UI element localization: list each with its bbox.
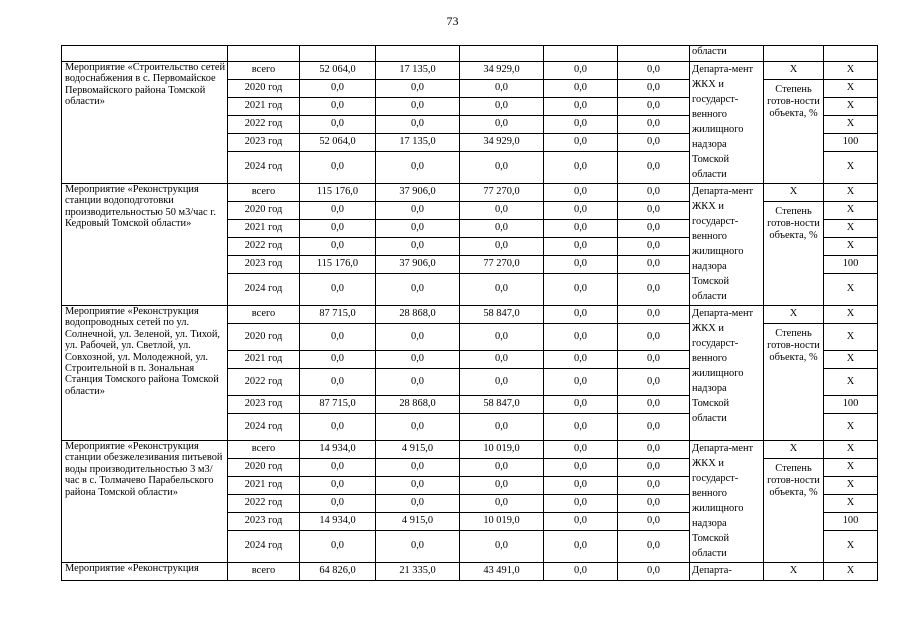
year-cell: 2023 год: [228, 134, 300, 152]
value-cell: X: [824, 238, 878, 256]
federal-cell: 0,0: [376, 324, 460, 351]
total-cell: 14 934,0: [300, 513, 376, 531]
dept-cell: Департа-мент ЖКХ и государст-венного жилищного надзора Томской области: [690, 62, 764, 184]
local-cell: 0,0: [544, 563, 618, 581]
total-cell: 87 715,0: [300, 396, 376, 414]
indicator-cell: [764, 202, 824, 306]
extra-budget-cell: 0,0: [618, 62, 690, 80]
local-cell: 0,0: [544, 184, 618, 202]
local-cell: 0,0: [544, 495, 618, 513]
federal-cell: 0,0: [376, 152, 460, 184]
local-cell: 0,0: [544, 202, 618, 220]
year-cell: 2021 год: [228, 220, 300, 238]
year-cell: 2020 год: [228, 202, 300, 220]
year-cell: 2022 год: [228, 238, 300, 256]
local-cell: 0,0: [544, 414, 618, 441]
year-cell: 2022 год: [228, 495, 300, 513]
total-cell: 0,0: [300, 351, 376, 369]
regional-cell: 0,0: [460, 80, 544, 98]
regional-cell: 0,0: [460, 116, 544, 134]
regional-cell: 10 019,0: [460, 441, 544, 459]
extra-budget-cell: 0,0: [618, 531, 690, 563]
federal-cell: 0,0: [376, 459, 460, 477]
year-cell: всего: [228, 62, 300, 80]
federal-cell: 0,0: [376, 116, 460, 134]
local-cell: 0,0: [544, 152, 618, 184]
indicator-cell: [764, 459, 824, 563]
local-cell: 0,0: [544, 513, 618, 531]
value-cell: X: [824, 202, 878, 220]
extra-budget-cell: 0,0: [618, 202, 690, 220]
federal-cell: 4 915,0: [376, 513, 460, 531]
total-cell: 87 715,0: [300, 306, 376, 324]
value-cell: X: [824, 459, 878, 477]
empty-cell: [618, 46, 690, 62]
regional-cell: 0,0: [460, 459, 544, 477]
extra-budget-cell: 0,0: [618, 495, 690, 513]
empty-cell: [62, 46, 228, 62]
federal-cell: 0,0: [376, 202, 460, 220]
year-cell: 2021 год: [228, 98, 300, 116]
value-cell: X: [824, 414, 878, 441]
local-cell: 0,0: [544, 274, 618, 306]
value-cell: X: [824, 351, 878, 369]
regional-cell: 0,0: [460, 274, 544, 306]
federal-cell: 0,0: [376, 369, 460, 396]
local-cell: 0,0: [544, 256, 618, 274]
value-cell: X: [824, 369, 878, 396]
dept-cell: Департа-мент ЖКХ и государст-венного жилищного надзора Томской области: [690, 184, 764, 306]
empty-cell: [824, 46, 878, 62]
value-cell: 100: [824, 396, 878, 414]
dept-cell: Департа-: [690, 563, 764, 581]
local-cell: 0,0: [544, 459, 618, 477]
year-cell: 2021 год: [228, 351, 300, 369]
indicator-x-cell: X: [764, 306, 824, 324]
value-cell: X: [824, 184, 878, 202]
extra-budget-cell: 0,0: [618, 238, 690, 256]
total-cell: 0,0: [300, 238, 376, 256]
indicator-label: Степень готов-ности объекта, %: [767, 84, 820, 119]
local-cell: 0,0: [544, 324, 618, 351]
extra-budget-cell: 0,0: [618, 351, 690, 369]
local-cell: 0,0: [544, 98, 618, 116]
measure-name: Мероприятие «Реконструкция водопроводных сетей по ул. Солнечной, ул. Зеленой, ул. Тихой, ул. Рабочей, ул. Светлой, ул. Совхозной, ул. Молодежной, ул. Строительной в п. Зональная Станция Томского района Томской области»: [62, 306, 228, 441]
federal-cell: 0,0: [376, 351, 460, 369]
extra-budget-cell: 0,0: [618, 98, 690, 116]
year-cell: 2024 год: [228, 152, 300, 184]
indicator-label: Степень готов-ности объекта, %: [767, 328, 820, 363]
empty-cell: [764, 46, 824, 62]
extra-budget-cell: 0,0: [618, 306, 690, 324]
regional-cell: 10 019,0: [460, 513, 544, 531]
extra-budget-cell: 0,0: [618, 116, 690, 134]
total-cell: 52 064,0: [300, 62, 376, 80]
regional-cell: 77 270,0: [460, 184, 544, 202]
year-cell: 2021 год: [228, 477, 300, 495]
federal-cell: 0,0: [376, 220, 460, 238]
federal-cell: 0,0: [376, 531, 460, 563]
regional-cell: 0,0: [460, 152, 544, 184]
extra-budget-cell: 0,0: [618, 324, 690, 351]
local-cell: 0,0: [544, 306, 618, 324]
dept-cell: Департа-мент ЖКХ и государст-венного жилищного надзора Томской области: [690, 441, 764, 563]
indicator-x-cell: X: [764, 62, 824, 80]
year-cell: 2023 год: [228, 513, 300, 531]
value-cell: X: [824, 306, 878, 324]
regional-cell: 0,0: [460, 351, 544, 369]
measure-name: Мероприятие «Реконструкция станции водоподготовки производительностью 50 м3/час г. Кедровый Томской области»: [62, 184, 228, 306]
total-cell: 64 826,0: [300, 563, 376, 581]
regional-cell: 77 270,0: [460, 256, 544, 274]
regional-cell: 0,0: [460, 238, 544, 256]
local-cell: 0,0: [544, 220, 618, 238]
total-cell: 0,0: [300, 477, 376, 495]
year-cell: 2020 год: [228, 459, 300, 477]
total-cell: 0,0: [300, 80, 376, 98]
value-cell: X: [824, 531, 878, 563]
local-cell: 0,0: [544, 369, 618, 396]
local-cell: 0,0: [544, 531, 618, 563]
federal-cell: 0,0: [376, 98, 460, 116]
regional-cell: 58 847,0: [460, 306, 544, 324]
extra-budget-cell: 0,0: [618, 369, 690, 396]
local-cell: 0,0: [544, 116, 618, 134]
value-cell: X: [824, 274, 878, 306]
federal-cell: 0,0: [376, 238, 460, 256]
table-row: [62, 62, 878, 80]
program-table: [61, 45, 878, 581]
year-cell: 2024 год: [228, 414, 300, 441]
total-cell: 14 934,0: [300, 441, 376, 459]
extra-budget-cell: 0,0: [618, 414, 690, 441]
indicator-cell: [764, 324, 824, 441]
total-cell: 115 176,0: [300, 184, 376, 202]
regional-cell: 0,0: [460, 495, 544, 513]
table-row: [62, 563, 878, 581]
total-cell: 0,0: [300, 414, 376, 441]
regional-cell: 0,0: [460, 369, 544, 396]
local-cell: 0,0: [544, 80, 618, 98]
value-cell: X: [824, 477, 878, 495]
federal-cell: 28 868,0: [376, 306, 460, 324]
total-cell: 0,0: [300, 324, 376, 351]
table-row: [62, 441, 878, 459]
total-cell: 0,0: [300, 116, 376, 134]
value-cell: 100: [824, 256, 878, 274]
year-cell: всего: [228, 563, 300, 581]
total-cell: 0,0: [300, 369, 376, 396]
extra-budget-cell: 0,0: [618, 184, 690, 202]
federal-cell: 4 915,0: [376, 441, 460, 459]
indicator-x-cell: X: [764, 441, 824, 459]
local-cell: 0,0: [544, 238, 618, 256]
table-row: [62, 306, 878, 324]
federal-cell: 37 906,0: [376, 184, 460, 202]
year-cell: 2020 год: [228, 324, 300, 351]
year-cell: 2024 год: [228, 274, 300, 306]
total-cell: 0,0: [300, 98, 376, 116]
measure-name: Мероприятие «Реконструкция станции обезжелезивания питьевой воды производительностью 3 м3/час в с. Толмачево Парабельского района Томской области»: [62, 441, 228, 563]
value-cell: X: [824, 98, 878, 116]
local-cell: 0,0: [544, 441, 618, 459]
value-cell: X: [824, 152, 878, 184]
year-cell: 2023 год: [228, 396, 300, 414]
extra-budget-cell: 0,0: [618, 256, 690, 274]
value-cell: X: [824, 324, 878, 351]
extra-budget-cell: 0,0: [618, 563, 690, 581]
extra-budget-cell: 0,0: [618, 459, 690, 477]
local-cell: 0,0: [544, 62, 618, 80]
year-cell: всего: [228, 306, 300, 324]
total-cell: 52 064,0: [300, 134, 376, 152]
year-cell: 2020 год: [228, 80, 300, 98]
indicator-label: Степень готов-ности объекта, %: [767, 206, 820, 241]
year-cell: всего: [228, 184, 300, 202]
federal-cell: 0,0: [376, 477, 460, 495]
extra-budget-cell: 0,0: [618, 441, 690, 459]
federal-cell: 0,0: [376, 274, 460, 306]
regional-cell: 0,0: [460, 220, 544, 238]
total-cell: 115 176,0: [300, 256, 376, 274]
empty-cell: [228, 46, 300, 62]
local-cell: 0,0: [544, 477, 618, 495]
local-cell: 0,0: [544, 134, 618, 152]
total-cell: 0,0: [300, 152, 376, 184]
regional-cell: 0,0: [460, 477, 544, 495]
empty-cell: [376, 46, 460, 62]
measure-name: Мероприятие «Реконструкция: [62, 563, 228, 581]
empty-cell: [544, 46, 618, 62]
indicator-cell: [764, 80, 824, 184]
empty-cell: [300, 46, 376, 62]
regional-cell: 0,0: [460, 414, 544, 441]
value-cell: 100: [824, 513, 878, 531]
local-cell: 0,0: [544, 351, 618, 369]
value-cell: X: [824, 62, 878, 80]
federal-cell: 0,0: [376, 80, 460, 98]
value-cell: X: [824, 563, 878, 581]
dept-cell: Департа-мент ЖКХ и государст-венного жилищного надзора Томской области: [690, 306, 764, 441]
value-cell: X: [824, 220, 878, 238]
dept-cell: области: [690, 46, 764, 62]
extra-budget-cell: 0,0: [618, 80, 690, 98]
total-cell: 0,0: [300, 274, 376, 306]
extra-budget-cell: 0,0: [618, 513, 690, 531]
total-cell: 0,0: [300, 531, 376, 563]
year-cell: всего: [228, 441, 300, 459]
federal-cell: 37 906,0: [376, 256, 460, 274]
total-cell: 0,0: [300, 495, 376, 513]
regional-cell: 0,0: [460, 531, 544, 563]
extra-budget-cell: 0,0: [618, 396, 690, 414]
local-cell: 0,0: [544, 396, 618, 414]
federal-cell: 0,0: [376, 414, 460, 441]
federal-cell: 0,0: [376, 495, 460, 513]
federal-cell: 21 335,0: [376, 563, 460, 581]
regional-cell: 0,0: [460, 324, 544, 351]
page-number: 73: [446, 14, 459, 28]
year-cell: 2023 год: [228, 256, 300, 274]
regional-cell: 0,0: [460, 98, 544, 116]
federal-cell: 17 135,0: [376, 134, 460, 152]
value-cell: X: [824, 80, 878, 98]
empty-cell: [460, 46, 544, 62]
indicator-x-cell: X: [764, 184, 824, 202]
extra-budget-cell: 0,0: [618, 134, 690, 152]
extra-budget-cell: 0,0: [618, 152, 690, 184]
extra-budget-cell: 0,0: [618, 274, 690, 306]
indicator-x-cell: X: [764, 563, 824, 581]
year-cell: 2022 год: [228, 116, 300, 134]
value-cell: X: [824, 116, 878, 134]
measure-name: Мероприятие «Строительство сетей водоснабжения в с. Первомайское Первомайского района Томской области»: [62, 62, 228, 184]
regional-cell: 43 491,0: [460, 563, 544, 581]
total-cell: 0,0: [300, 220, 376, 238]
extra-budget-cell: 0,0: [618, 477, 690, 495]
regional-cell: 34 929,0: [460, 62, 544, 80]
value-cell: X: [824, 495, 878, 513]
year-cell: 2024 год: [228, 531, 300, 563]
regional-cell: 34 929,0: [460, 134, 544, 152]
regional-cell: 0,0: [460, 202, 544, 220]
value-cell: 100: [824, 134, 878, 152]
federal-cell: 17 135,0: [376, 62, 460, 80]
table-row: [62, 46, 878, 62]
total-cell: 0,0: [300, 459, 376, 477]
total-cell: 0,0: [300, 202, 376, 220]
extra-budget-cell: 0,0: [618, 220, 690, 238]
federal-cell: 28 868,0: [376, 396, 460, 414]
indicator-label: Степень готов-ности объекта, %: [767, 463, 820, 498]
regional-cell: 58 847,0: [460, 396, 544, 414]
year-cell: 2022 год: [228, 369, 300, 396]
table-row: [62, 184, 878, 202]
value-cell: X: [824, 441, 878, 459]
